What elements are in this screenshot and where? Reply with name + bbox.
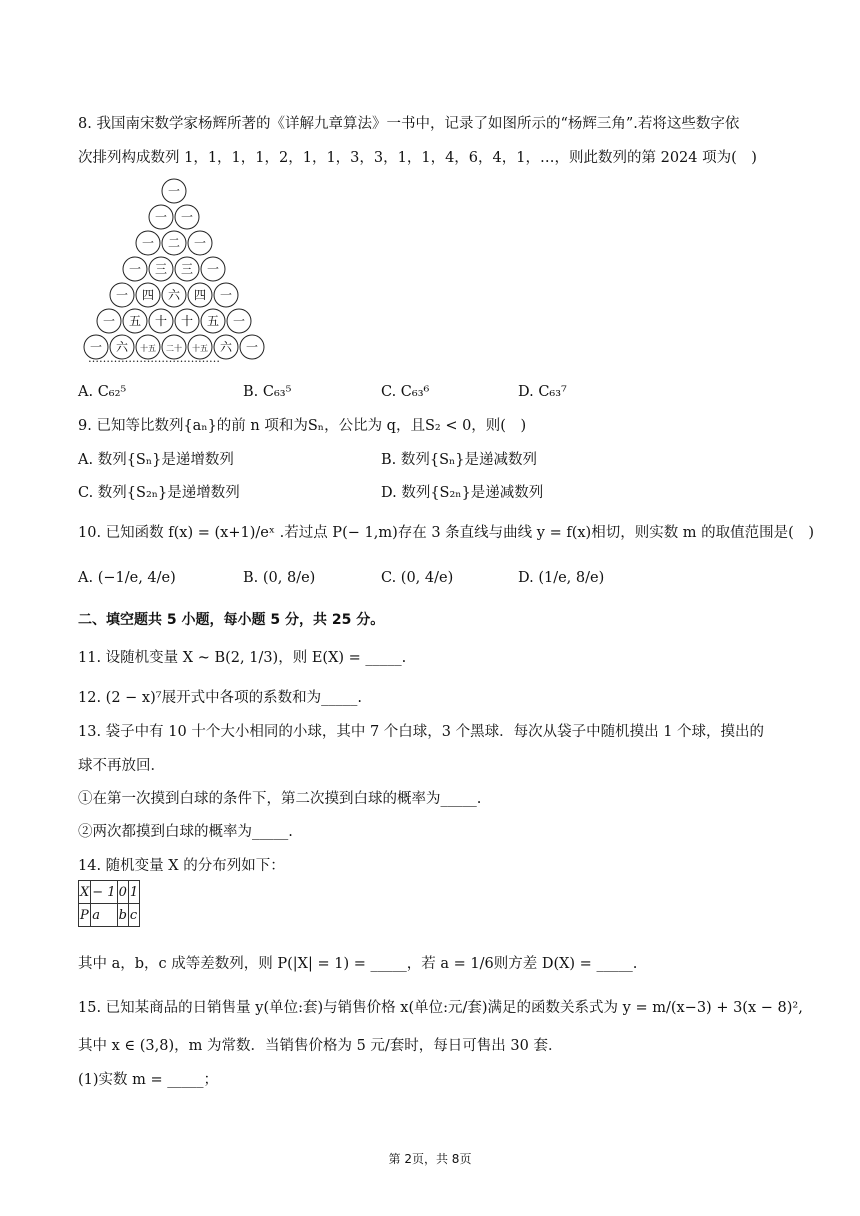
triangle-node-label: 一 xyxy=(154,210,168,224)
triangle-node xyxy=(162,283,186,307)
table-row xyxy=(79,904,140,927)
triangle-ellipsis: ……………………………… xyxy=(88,352,220,365)
q14-stem: 14. 随机变量 X 的分布列如下： xyxy=(78,858,285,874)
triangle-node xyxy=(149,309,173,333)
q9-option-a[interactable]: A. 数列{Sₙ}是递增数列 xyxy=(78,452,234,468)
triangle-node-label: 六 xyxy=(219,340,233,354)
q9-option-d[interactable]: D. 数列{S₂ₙ}是递减数列 xyxy=(381,485,544,501)
triangle-node-label: 一 xyxy=(128,262,142,276)
q10-options xyxy=(78,568,798,592)
q9-options-row2 xyxy=(78,483,798,507)
table-cell: c xyxy=(128,904,139,927)
q13-stem-line2: 球不再放回． xyxy=(78,758,165,774)
triangle-node xyxy=(123,309,147,333)
section-2-heading: 二、填空题共 5 小题，每小题 5 分，共 25 分。 xyxy=(78,612,385,628)
triangle-node xyxy=(162,231,186,255)
q10-option-a[interactable]: A. (−1/e, 4/e) xyxy=(78,570,176,586)
triangle-node-label: 一 xyxy=(219,288,233,302)
q15-sub1: (1)实数 m = _____； xyxy=(78,1072,219,1088)
q8-stem-line2: 次排列构成数列 1，1，1，1，2，1，1，3，3，1，1，4，6，4，1，…，则此数列的第 2024 项为( ) xyxy=(78,150,757,166)
q8-option-a[interactable]: A. C₆₂⁵ xyxy=(78,384,127,400)
table-cell: 1 xyxy=(128,881,139,904)
triangle-node-label: 四 xyxy=(141,288,155,302)
q14-after: 其中 a，b，c 成等差数列，则 P(|X| = 1) = _____，若 a = 1/6则方差 D(X) = _____. xyxy=(78,956,638,972)
triangle-node xyxy=(162,179,186,203)
triangle-node-label: 一 xyxy=(102,314,116,328)
q8-option-b[interactable]: B. C₆₃⁵ xyxy=(243,384,292,400)
table-cell: a xyxy=(91,904,117,927)
triangle-node-label: 三 xyxy=(154,262,168,276)
triangle-node xyxy=(136,231,160,255)
q9-options-row1 xyxy=(78,450,798,474)
triangle-node-label: 一 xyxy=(193,236,207,250)
triangle-node xyxy=(201,309,225,333)
table-cell: b xyxy=(117,904,128,927)
triangle-node-label: 二 xyxy=(167,236,181,250)
triangle-node-label: 六 xyxy=(115,340,129,354)
q9-option-c[interactable]: C. 数列{S₂ₙ}是递增数列 xyxy=(78,485,240,501)
triangle-node xyxy=(97,309,121,333)
q11-stem: 11. 设随机变量 X ~ B(2, 1/3)，则 E(X) = _____. xyxy=(78,650,407,666)
triangle-node-label: 三 xyxy=(180,262,194,276)
q10-option-b[interactable]: B. (0, 8/e) xyxy=(243,570,316,586)
triangle-node xyxy=(149,257,173,281)
distribution-table xyxy=(78,880,140,927)
table-cell: − 1 xyxy=(91,881,117,904)
triangle-node xyxy=(201,257,225,281)
q10-stem: 10. 已知函数 f(x) = (x+1)/eˣ .若过点 P(− 1,m)存在 3 条直线与曲线 y = f(x)相切，则实数 m 的取值范围是( ) xyxy=(78,525,814,541)
yang-hui-triangle-figure xyxy=(78,178,278,368)
triangle-node xyxy=(136,283,160,307)
triangle-node-label: 五 xyxy=(128,314,142,328)
table-cell: X xyxy=(79,881,91,904)
triangle-node-label: 一 xyxy=(167,184,181,198)
triangle-node xyxy=(214,283,238,307)
q10-option-d[interactable]: D. (1/e, 8/e) xyxy=(518,570,605,586)
triangle-node-label: 一 xyxy=(141,236,155,250)
page-footer: 第 2页，共 8页 xyxy=(388,1152,472,1166)
q13-sub1: ①在第一次摸到白球的条件下，第二次摸到白球的概率为_____. xyxy=(78,791,482,807)
q13-sub2: ②两次都摸到白球的概率为_____. xyxy=(78,824,293,840)
triangle-node-label: 六 xyxy=(167,288,181,302)
q9-option-b[interactable]: B. 数列{Sₙ}是递减数列 xyxy=(381,452,538,468)
q8-options xyxy=(78,382,798,406)
triangle-node-label: 十五 xyxy=(140,344,156,353)
triangle-node xyxy=(175,309,199,333)
q15-stem-line2: 其中 x ∈ (3,8)，m 为常数．当销售价格为 5 元/套时，每日可售出 30 套． xyxy=(78,1038,563,1054)
triangle-node-label: 一 xyxy=(180,210,194,224)
q10-option-c[interactable]: C. (0, 4/e) xyxy=(381,570,454,586)
q13-stem-line1: 13. 袋子中有 10 十个大小相同的小球，其中 7 个白球，3 个黑球．每次从袋子中随机摸出 1 个球，摸出的 xyxy=(78,724,765,740)
triangle-node-label: 一 xyxy=(115,288,129,302)
triangle-node xyxy=(175,205,199,229)
triangle-node-label: 一 xyxy=(206,262,220,276)
triangle-node-label: 十 xyxy=(154,314,168,328)
triangle-node xyxy=(188,231,212,255)
triangle-node-label: 二十 xyxy=(166,344,182,353)
triangle-node xyxy=(175,257,199,281)
triangle-node xyxy=(123,257,147,281)
q12-stem: 12. (2 − x)⁷展开式中各项的系数和为_____. xyxy=(78,690,362,706)
q8-option-c[interactable]: C. C₆₃⁶ xyxy=(381,384,430,400)
triangle-node-label: 一 xyxy=(232,314,246,328)
triangle-node xyxy=(110,283,134,307)
table-cell: P xyxy=(79,904,91,927)
triangle-node-label: 四 xyxy=(193,288,207,302)
triangle-node xyxy=(227,309,251,333)
triangle-node-label: 一 xyxy=(245,340,259,354)
triangle-node xyxy=(149,205,173,229)
triangle-node-label: 十 xyxy=(180,314,194,328)
table-row xyxy=(79,881,140,904)
q8-stem-line1: 8. 我国南宋数学家杨辉所著的《详解九章算法》一书中，记录了如图所示的“杨辉三角”.若将这些数字依 xyxy=(78,116,740,132)
q15-stem-line1: 15. 已知某商品的日销售量 y(单位:套)与销售价格 x(单位:元/套)满足的函数关系式为 y = m/(x−3) + 3(x − 8)², xyxy=(78,1000,803,1016)
triangle-node-label: 十五 xyxy=(192,344,208,353)
q8-option-d[interactable]: D. C₆₃⁷ xyxy=(518,384,567,400)
triangle-node-label: 五 xyxy=(206,314,220,328)
table-cell: 0 xyxy=(117,881,128,904)
q9-stem: 9. 已知等比数列{aₙ}的前 n 项和为Sₙ，公比为 q，且S₂ < 0，则( ) xyxy=(78,418,527,434)
triangle-node-label: 一 xyxy=(89,340,103,354)
triangle-node xyxy=(240,335,264,359)
triangle-node xyxy=(188,283,212,307)
